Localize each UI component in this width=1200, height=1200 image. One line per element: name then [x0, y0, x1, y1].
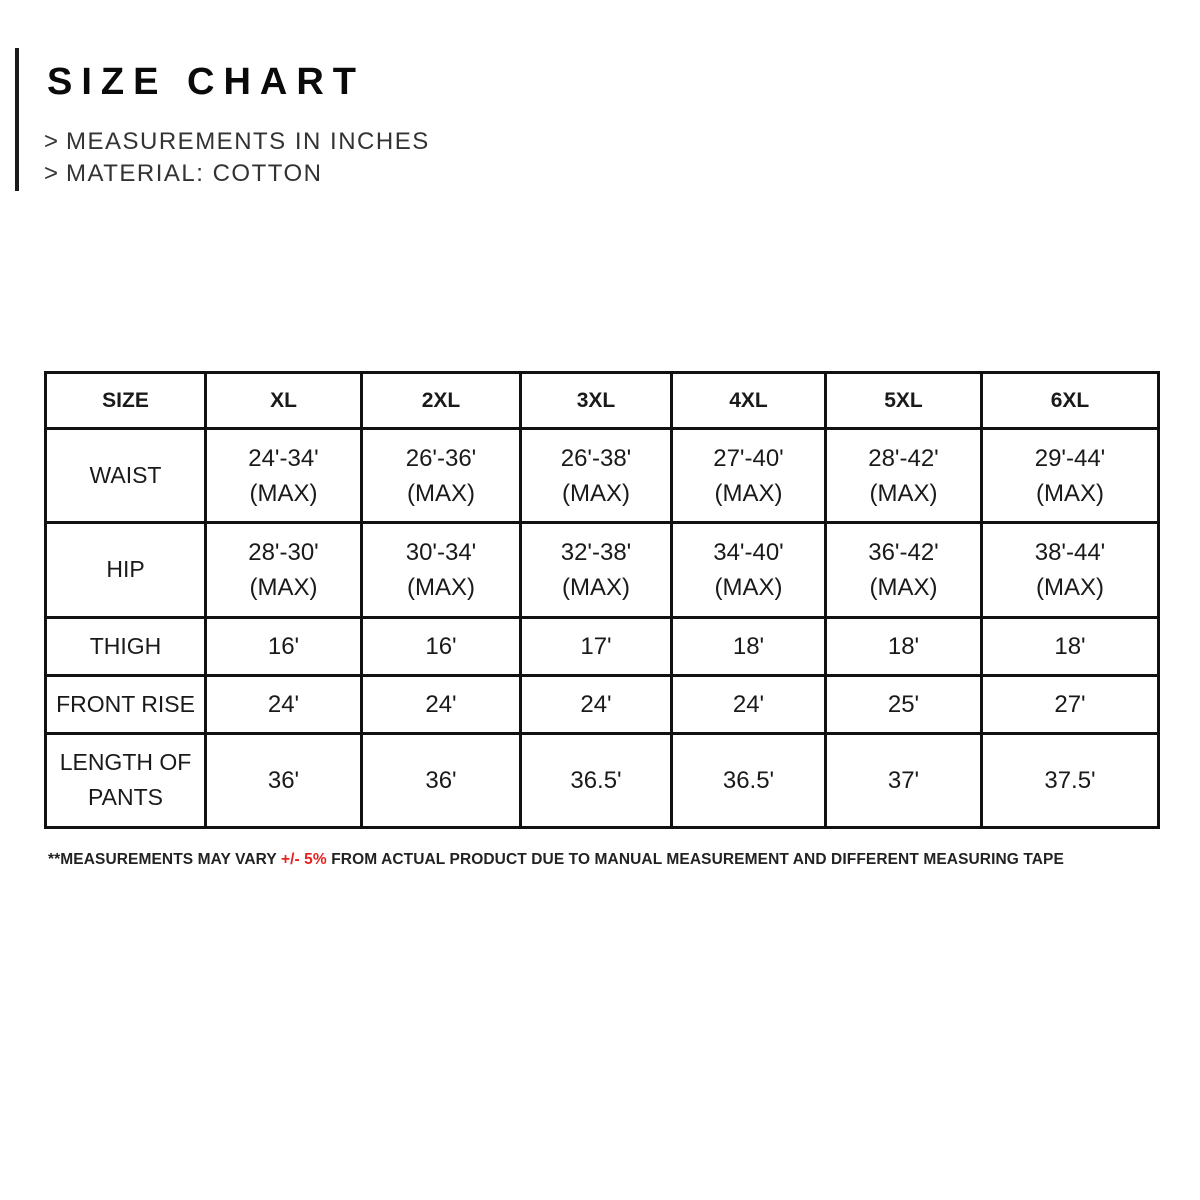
table-row-hip: [46, 523, 1159, 617]
table-row-length-of-pants: [46, 733, 1159, 827]
table-cell: 37.5': [982, 733, 1159, 827]
table-cell: 16': [362, 617, 521, 675]
cell-suffix: (MAX): [407, 573, 475, 601]
row-label-line: PANTS: [88, 784, 163, 811]
notes-list: [44, 126, 430, 190]
table-cell: 36': [206, 733, 362, 827]
row-label: HIP: [46, 523, 206, 617]
cell-suffix: (MAX): [1036, 573, 1104, 601]
row-label: WAIST: [46, 429, 206, 523]
cell-suffix: (MAX): [869, 573, 938, 601]
note-material: [44, 158, 430, 190]
cell-suffix: (MAX): [407, 479, 475, 507]
table-cell: [362, 429, 521, 523]
table-cell: 24': [362, 675, 521, 733]
column-header-6xl: 6XL: [982, 373, 1159, 429]
cell-suffix: (MAX): [714, 479, 783, 507]
cell-value: 36'-42': [868, 538, 939, 566]
cell-value: 32'-38': [560, 538, 632, 566]
table-cell: 18': [672, 617, 826, 675]
cell-value: 24'-34': [248, 444, 319, 472]
chevron-right-icon: >: [44, 128, 60, 155]
column-header-size: SIZE: [46, 373, 206, 429]
table-cell: 16': [206, 617, 362, 675]
page-title: SIZE CHART: [47, 61, 365, 103]
table-cell: [206, 523, 362, 617]
cell-value: 38'-44': [1034, 538, 1106, 566]
column-header-xl: XL: [206, 373, 362, 429]
cell-value: 26'-38': [560, 444, 632, 472]
note-text: MEASUREMENTS IN INCHES: [66, 128, 430, 155]
cell-suffix: (MAX): [1036, 479, 1104, 507]
table-cell: 36.5': [521, 733, 672, 827]
note-text: MATERIAL: COTTON: [66, 160, 323, 187]
note-measurements: [44, 126, 430, 158]
cell-value: 30'-34': [405, 538, 477, 566]
header-accent-bar: [15, 48, 19, 191]
table-cell: 27': [982, 675, 1159, 733]
cell-suffix: (MAX): [869, 479, 938, 507]
cell-value: 34'-40': [713, 538, 784, 566]
disclaimer-suffix: FROM ACTUAL PRODUCT DUE TO MANUAL MEASUREMENT AND DIFFERENT MEASURING TAPE: [326, 851, 1064, 868]
table-row-thigh: [46, 617, 1159, 675]
cell-suffix: (MAX): [249, 573, 318, 601]
measurement-disclaimer: [48, 851, 1158, 869]
table-cell: 24': [206, 675, 362, 733]
table-cell: 25': [826, 675, 982, 733]
row-label: FRONT RISE: [46, 675, 206, 733]
table-cell: [982, 523, 1159, 617]
column-header-4xl: 4XL: [672, 373, 826, 429]
column-header-3xl: 3XL: [521, 373, 672, 429]
table-header-row: [46, 373, 1159, 429]
column-header-2xl: 2XL: [362, 373, 521, 429]
cell-suffix: (MAX): [562, 573, 630, 601]
row-label: THIGH: [46, 617, 206, 675]
row-label-line: LENGTH OF: [59, 749, 192, 776]
tolerance-highlight: +/- 5%: [280, 851, 327, 868]
cell-value: 27'-40': [713, 444, 784, 472]
size-table: [44, 371, 1160, 829]
row-label: [46, 733, 206, 827]
table-cell: [826, 429, 982, 523]
cell-suffix: (MAX): [714, 573, 783, 601]
table-cell: 24': [521, 675, 672, 733]
disclaimer-prefix: **MEASUREMENTS MAY VARY: [48, 851, 281, 868]
table-cell: [521, 523, 672, 617]
cell-value: 29'-44': [1034, 444, 1106, 472]
table-cell: 24': [672, 675, 826, 733]
table-cell: [672, 429, 826, 523]
table-cell: 18': [826, 617, 982, 675]
chevron-right-icon: >: [44, 160, 60, 187]
table-row-waist: [46, 429, 1159, 523]
table-cell: [362, 523, 521, 617]
table-cell: 36': [362, 733, 521, 827]
cell-value: 26'-36': [405, 444, 477, 472]
cell-suffix: (MAX): [249, 479, 318, 507]
table-cell: [521, 429, 672, 523]
table-cell: 17': [521, 617, 672, 675]
cell-suffix: (MAX): [562, 479, 630, 507]
table-row-front-rise: [46, 675, 1159, 733]
table-cell: [206, 429, 362, 523]
table-cell: [982, 429, 1159, 523]
table-cell: 36.5': [672, 733, 826, 827]
column-header-5xl: 5XL: [826, 373, 982, 429]
table-cell: 37': [826, 733, 982, 827]
table-cell: 18': [982, 617, 1159, 675]
table-cell: [672, 523, 826, 617]
cell-value: 28'-30': [248, 538, 319, 566]
table-cell: [826, 523, 982, 617]
cell-value: 28'-42': [868, 444, 939, 472]
